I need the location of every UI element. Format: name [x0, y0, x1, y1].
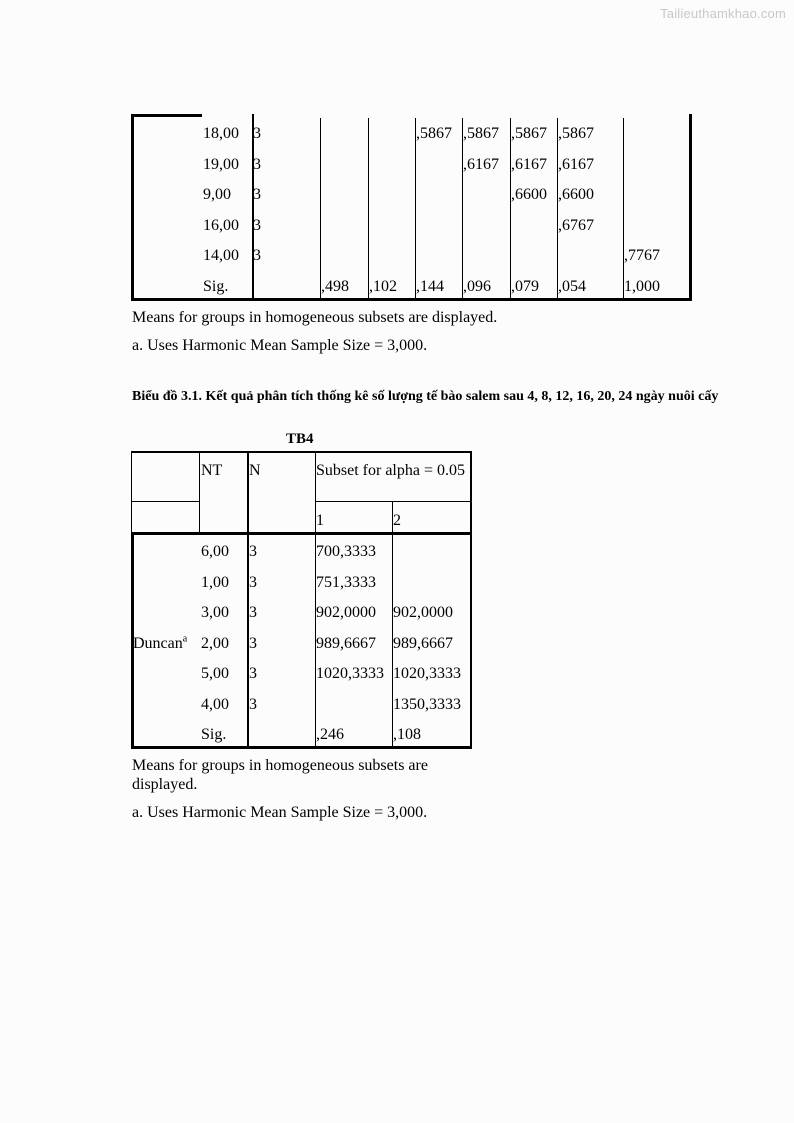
table-1-sig-value: ,079 [511, 278, 539, 295]
watermark: Tailieuthamkhao.com [660, 6, 786, 21]
table-2-cell: 700,3333 [316, 543, 376, 560]
table-1-top-left-rule [131, 114, 202, 117]
table-1-sig-value: ,096 [463, 278, 491, 295]
table-2-body-top-border [131, 532, 472, 535]
table-2-cell: 1020,3333 [316, 665, 384, 682]
table-2-cell: 1350,3333 [393, 696, 461, 713]
table-1-cell: ,5867 [463, 125, 499, 142]
table-2-row-n: 3 [249, 574, 257, 591]
table-2-footnote: a. Uses Harmonic Mean Sample Size = 3,000. [132, 804, 428, 821]
table-2-sig-value: ,246 [316, 726, 344, 743]
table-2-row-n: 3 [249, 543, 257, 560]
table-2-header-rule [315, 501, 472, 502]
table-1-cell: ,5867 [416, 125, 452, 142]
table-1-sig-value: ,498 [321, 278, 349, 295]
table-1-row-n: 3 [253, 186, 261, 203]
table-1-cell: ,6767 [558, 217, 594, 234]
table-2-footnote: Means for groups in homogeneous subsets are displayed. [132, 757, 428, 793]
table-2-row-n: 3 [249, 604, 257, 621]
table-1-cell: ,6600 [511, 186, 547, 203]
table-2-title: TB4 [286, 431, 314, 447]
table-2-header-rule [131, 501, 200, 502]
table-1-sig-value: ,144 [416, 278, 444, 295]
table-2-right-border [470, 451, 472, 749]
table-1-row-nt: 9,00 [203, 186, 231, 203]
duncan-superscript: a [182, 633, 188, 645]
table-1-sig-value: 1,000 [624, 278, 660, 295]
table-1-cell: ,6167 [463, 156, 499, 173]
table-2-row-n: 3 [249, 696, 257, 713]
table-2-cell: 751,3333 [316, 574, 376, 591]
table-1-row-nt: 16,00 [203, 217, 239, 234]
table-1-cell: ,5867 [558, 125, 594, 142]
table-1-col-divider [320, 118, 321, 300]
table-2-row-nt: 2,00 [201, 635, 229, 652]
table-1-row-nt: 14,00 [203, 247, 239, 264]
table-2-row-n: 3 [249, 635, 257, 652]
table-2-group-label [133, 634, 187, 653]
table-2-cell: 902,0000 [316, 604, 376, 621]
table-1-cell: ,7767 [624, 247, 660, 264]
table-1-bottom-border [131, 298, 692, 301]
table-2-bottom-border [131, 746, 472, 749]
table-2-left-border [131, 451, 132, 534]
table-1-row-n: 3 [253, 217, 261, 234]
table-1-footnote: a. Uses Harmonic Mean Sample Size = 3,000. [132, 337, 428, 354]
figure-caption: Biểu đồ 3.1. Kết quả phân tích thống kê số lượng tế bào salem sau 4, 8, 12, 16, 20, 24 ngày nuôi cấy [132, 389, 719, 404]
table-2-row-nt: 6,00 [201, 543, 229, 560]
table-2-row-nt: 5,00 [201, 665, 229, 682]
table-2-row-n: 3 [249, 665, 257, 682]
table-1-row-n: 3 [253, 247, 261, 264]
table-2-sig-value: ,108 [393, 726, 421, 743]
table-2-subset-divider [315, 451, 316, 749]
table-2-row-nt: 3,00 [201, 604, 229, 621]
table-2-top-border [131, 451, 472, 453]
table-1-col-divider [462, 118, 463, 300]
table-2-row-nt: 4,00 [201, 696, 229, 713]
table-1-row-nt: 19,00 [203, 156, 239, 173]
table-1-cell: ,5867 [511, 125, 547, 142]
table-2-header-col-1: 1 [316, 512, 324, 529]
table-2-header-n: N [249, 462, 261, 479]
table-2-header-col-2: 2 [393, 512, 401, 529]
table-1-col-divider [557, 118, 558, 300]
table-2-cell: 1020,3333 [393, 665, 461, 682]
table-2-header-nt: NT [201, 462, 223, 479]
table-1-col-divider [368, 118, 369, 300]
table-1-col-divider [415, 118, 416, 300]
table-2-sig-label: Sig. [201, 726, 227, 743]
table-1-sig-value: ,102 [369, 278, 397, 295]
table-1-cell: ,6600 [558, 186, 594, 203]
table-2-cell: 989,6667 [393, 635, 453, 652]
table-1-col-divider [510, 118, 511, 300]
table-1-cell: ,6167 [558, 156, 594, 173]
table-2-row-nt: 1,00 [201, 574, 229, 591]
table-1-row-n: 3 [253, 156, 261, 173]
table-1-col-divider [623, 118, 624, 300]
table-2-nt-divider [199, 451, 200, 534]
duncan-label: Duncan [133, 635, 183, 652]
table-1-row-n: 3 [253, 125, 261, 142]
table-1-sig-label: Sig. [203, 278, 229, 295]
table-1-row-nt: 18,00 [203, 125, 239, 142]
table-1-footnote: Means for groups in homogeneous subsets are displayed. [132, 309, 498, 326]
table-2-header-subset: Subset for alpha = 0.05 [316, 462, 465, 479]
table-1-sig-value: ,054 [558, 278, 586, 295]
table-1-cell: ,6167 [511, 156, 547, 173]
table-2-cell: 902,0000 [393, 604, 453, 621]
table-1-right-border [689, 114, 692, 301]
table-1-left-border [131, 114, 134, 301]
table-2-cell: 989,6667 [316, 635, 376, 652]
